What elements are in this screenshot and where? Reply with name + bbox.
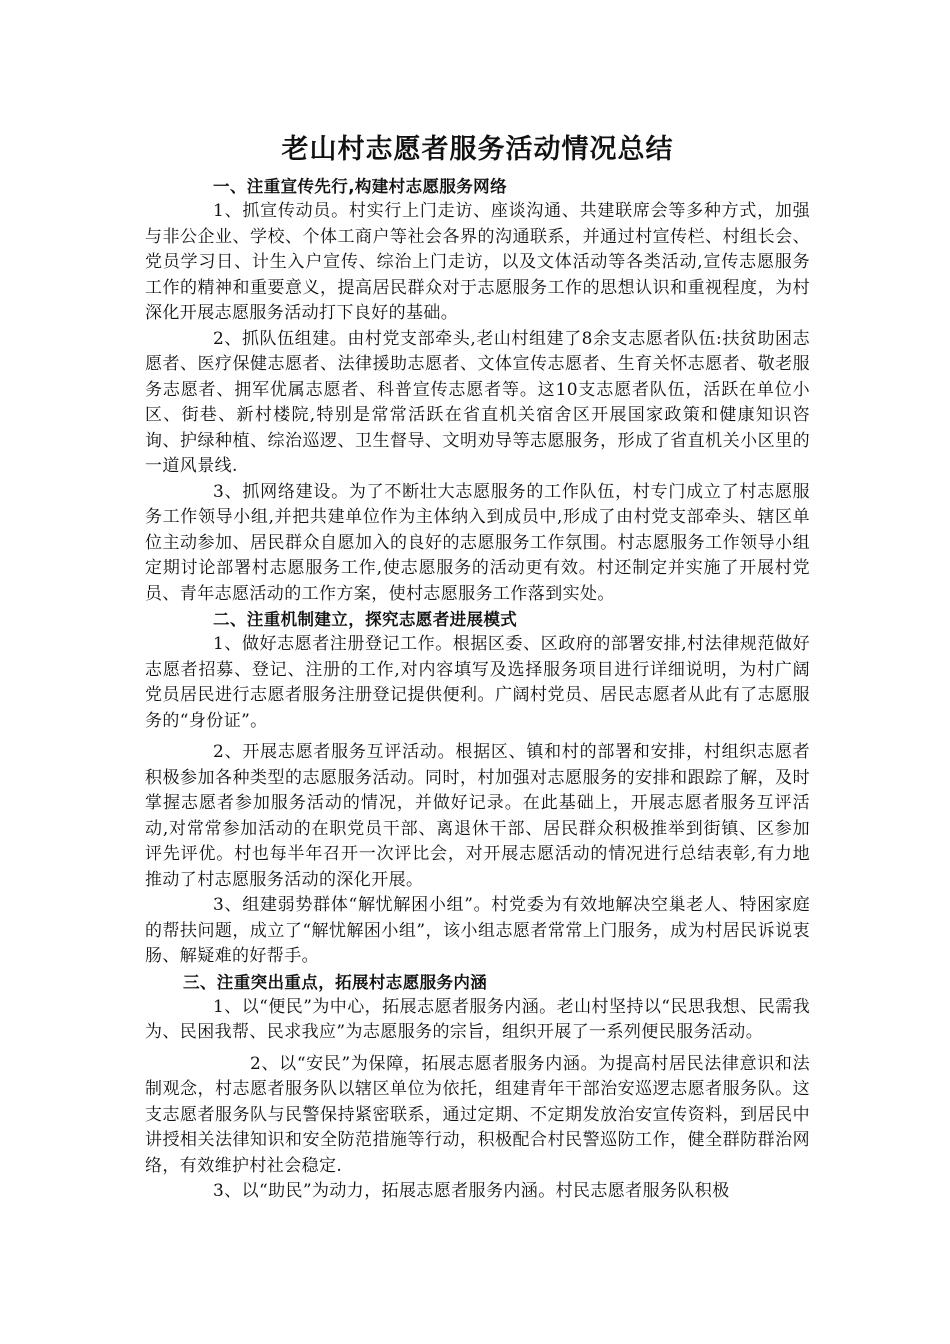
section-2-paragraph-2: 2、开展志愿者服务互评活动。根据区、镇和村的部署和安排，村组织志愿者积极参加各种类型的志愿服务活动。同时，村加强对志愿服务的安排和跟踪了解，及时掌握志愿者参加服务活动的情况，并做好记录。在此基础上，开展志愿者服务互评活动,对常常参加活动的在职党员干部、离退休干部、居民群众积极推举到街镇、区参加评先评优。村也每半年召开一次评比会，对开展志愿活动的情况进行总结表彰,有力地推动了村志愿服务活动的深化开展。 <box>145 742 810 890</box>
section-1-paragraph-2: 2、抓队伍组建。由村党支部牵头,老山村组建了8余支志愿者队伍:扶贫助困志愿者、医疗保健志愿者、法律援助志愿者、文体宣传志愿者、生育关怀志愿者、敬老服务志愿者、拥军优属志愿者、科普宣传志愿者等。这10支志愿者队伍，活跃在单位小区、街巷、新村楼院,特别是常常活跃在省直机关宿舍区开展国家政策和健康知识咨询、护绿种植、综治巡逻、卫生督导、文明劝导等志愿服务，形成了省直机关小区里的一道风景线. <box>145 328 810 476</box>
section-3-paragraph-1: 1、以“便民”为中心，拓展志愿者服务内涵。老山村坚持以“民思我想、民需我为、民困我帮、民求我应”为志愿服务的宗旨，组织开展了一系列便民服务活动。 <box>145 996 810 1042</box>
section-3-paragraph-2: 2、以“安民”为保障，拓展志愿者服务内涵。为提高村居民法律意识和法制观念，村志愿者服务队以辖区单位为依托，组建青年干部治安巡逻志愿者服务队。这支志愿者服务队与民警保持紧密联系，通过定期、不定期发放治安宣传资料，到居民中讲授相关法律知识和安全防范措施等行动，积极配合村民警巡防工作，健全群防群治网络，有效维护村社会稳定. <box>145 1053 810 1176</box>
section-heading-1: 一、注重宣传先行,构建村志愿服务网络 <box>213 177 507 196</box>
document-body <box>145 130 810 1205</box>
document-title: 老山村志愿者服务活动情况总结 <box>281 134 674 165</box>
section-1-paragraph-1: 1、抓宣传动员。村实行上门走访、座谈沟通、共建联席会等多种方式，加强与非公企业、学校、个体工商户等社会各界的沟通联系，并通过村宣传栏、村组长会、党员学习日、计生入户宣传、综治上门走访，以及文体活动等各类活动,宣传志愿服务工作的精神和重要意义，提高居民群众对于志愿服务工作的思想认识和重视程度，为村深化开展志愿服务活动打下良好的基础。 <box>145 201 810 323</box>
section-2-paragraph-3: 3、组建弱势群体“解忧解困小组”。村党委为有效地解决空巢老人、特困家庭的帮扶问题，成立了“解忧解困小组”，该小组志愿者常常上门服务，成为村居民诉说衷肠、解疑难的好帮手。 <box>145 895 810 966</box>
section-2-paragraph-1: 1、做好志愿者注册登记工作。根据区委、区政府的部署安排,村法律规范做好志愿者招募、登记、注册的工作,对内容填写及选择服务项目进行详细说明，为村广阔党员居民进行志愿者服务注册登记提供便利。广阔村党员、居民志愿者从此有了志愿服务的“身份证”。 <box>145 634 810 731</box>
section-3-paragraph-3: 3、以“助民”为动力，拓展志愿者服务内涵。村民志愿者服务队积极 <box>213 1181 730 1201</box>
section-heading-3: 三、注重突出重点，拓展村志愿服务内涵 <box>183 972 488 992</box>
section-1-paragraph-3: 3、抓网络建设。为了不断壮大志愿服务的工作队伍，村专门成立了村志愿服务工作领导小组,并把共建单位作为主体纳入到成员中,形成了由村党支部牵头、辖区单位主动参加、居民群众自愿加入的良好的志愿服务工作氛围。村志愿服务工作领导小组定期讨论部署村志愿服务工作,使志愿服务的活动更有效。村还制定并实施了开展村党员、青年志愿活动的工作方案，使村志愿服务工作落到实处。 <box>145 481 810 604</box>
section-heading-2: 二、注重机制建立，探究志愿者进展模式 <box>213 610 518 629</box>
